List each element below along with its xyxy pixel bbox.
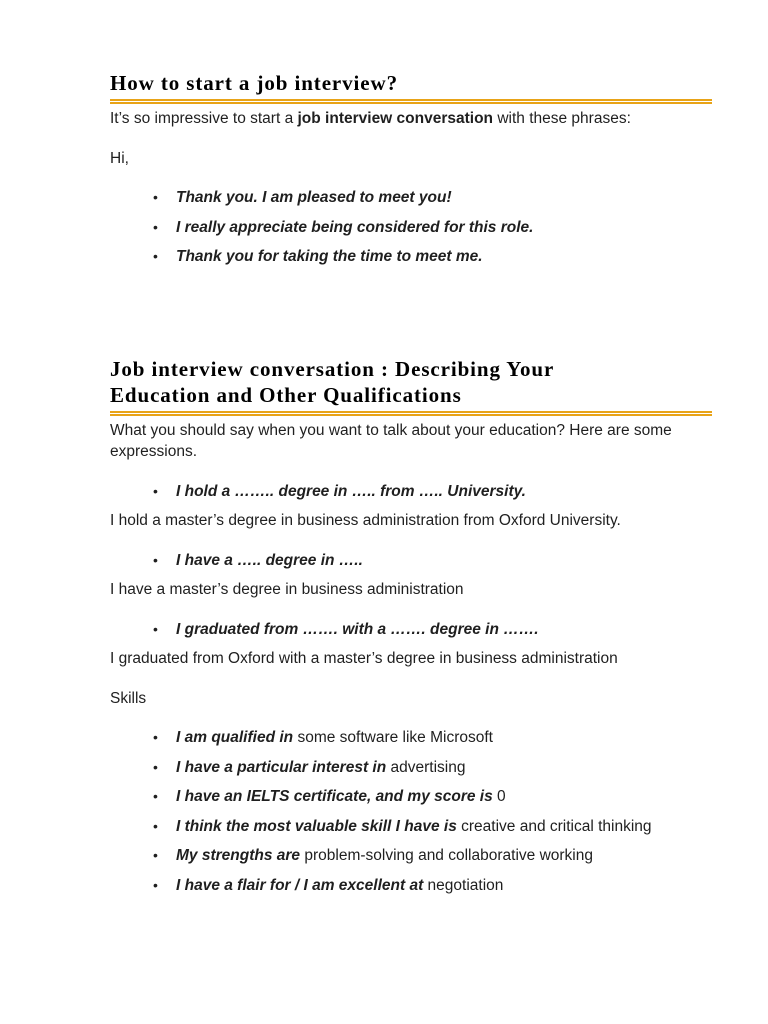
education-pattern bbox=[110, 481, 712, 511]
intro-bold-phrase: job interview conversation bbox=[297, 110, 494, 127]
bullet-icon: • bbox=[153, 876, 158, 893]
greeting-text: Hi, bbox=[110, 150, 129, 167]
section-start-interview bbox=[110, 70, 712, 104]
section-heading: Job interview conversation : Describing Your Education and Other Qualifications bbox=[110, 357, 555, 407]
list-item: • My strengths are problem-solving and collaborative working bbox=[153, 847, 593, 864]
bullet-icon: • bbox=[153, 621, 158, 637]
list-item: • I hold a …….. degree in ….. from ….. University. bbox=[153, 483, 526, 500]
education-pattern bbox=[110, 619, 712, 649]
list-item: • I am qualified in some software like Microsoft bbox=[153, 729, 493, 746]
list-item: • I graduated from ……. with a ……. degree in ……. bbox=[153, 621, 539, 638]
skills-list bbox=[110, 727, 712, 904]
list-item: • I think the most valuable skill I have is creative and critical thinking bbox=[153, 817, 652, 835]
section-heading: How to start a job interview? bbox=[110, 71, 398, 95]
list-item: • I really appreciate being considered for this role. bbox=[153, 218, 534, 236]
list-item: • I have an IELTS certificate, and my score is 0 bbox=[153, 788, 506, 805]
bullet-icon: • bbox=[153, 847, 158, 863]
bullet-icon: • bbox=[153, 788, 158, 804]
intro-paragraph: It’s so impressive to start a job interview conversation with these phrases: bbox=[110, 110, 631, 127]
list-item: • I have a particular interest in advertising bbox=[153, 758, 466, 776]
opening-phrases-list bbox=[110, 187, 712, 276]
bullet-icon: • bbox=[153, 218, 158, 235]
example-sentence: I hold a master’s degree in business administration from Oxford University. bbox=[110, 512, 621, 529]
bullet-icon: • bbox=[153, 552, 158, 568]
skills-label: Skills bbox=[110, 690, 147, 707]
list-item: • Thank you. I am pleased to meet you! bbox=[153, 189, 452, 206]
list-item: • I have a ….. degree in ….. bbox=[153, 552, 363, 569]
education-pattern bbox=[110, 550, 712, 580]
heading-underline bbox=[110, 411, 712, 416]
heading-underline bbox=[110, 99, 712, 104]
bullet-icon: • bbox=[153, 483, 158, 499]
bullet-icon: • bbox=[153, 189, 158, 205]
education-intro: What you should say when you want to talk about your education? Here are some expressions. bbox=[110, 422, 672, 460]
bullet-icon: • bbox=[153, 248, 158, 264]
bullet-icon: • bbox=[153, 817, 158, 834]
section-education bbox=[110, 356, 712, 416]
list-item: • Thank you for taking the time to meet me. bbox=[153, 248, 483, 265]
example-sentence: I graduated from Oxford with a master’s degree in business administration bbox=[110, 650, 618, 667]
list-item: • I have a flair for / I am excellent at negotiation bbox=[153, 876, 504, 894]
bullet-icon: • bbox=[153, 729, 158, 745]
example-sentence: I have a master’s degree in business administration bbox=[110, 581, 464, 598]
bullet-icon: • bbox=[153, 758, 158, 775]
